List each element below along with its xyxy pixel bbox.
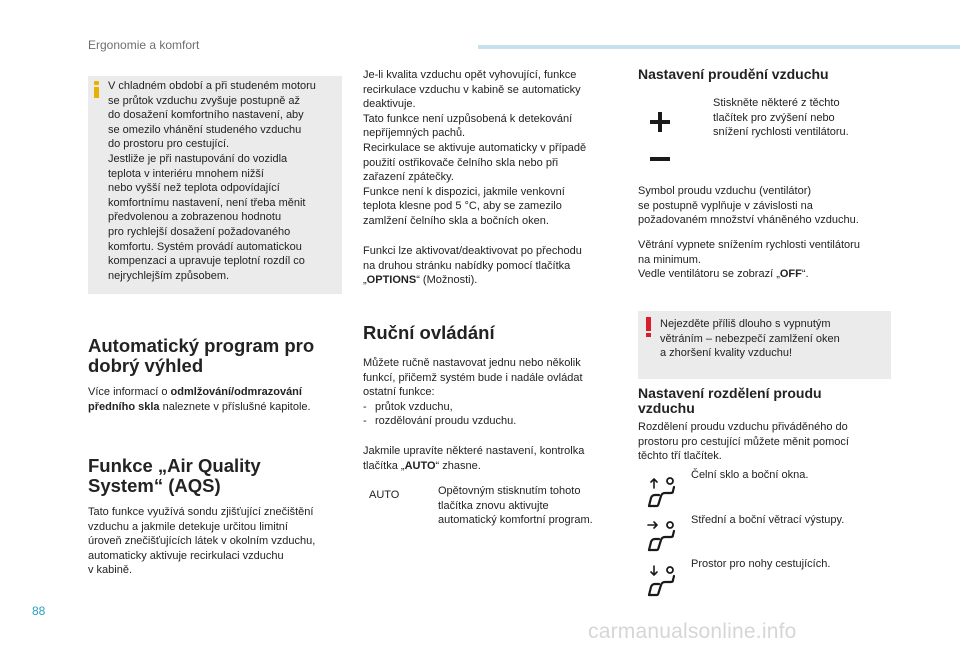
minus-icon: [650, 157, 670, 161]
visibility-paragraph: Více informací o odmlžování/odmrazování předního skla naleznete v příslušné kapitole.: [88, 386, 311, 413]
distribution-option-windscreen: Čelní sklo a boční okna.: [691, 469, 809, 481]
page-number: 88: [32, 604, 46, 618]
info-icon: [94, 81, 99, 97]
heading-manual-control: Ruční ovládání: [363, 322, 495, 343]
windscreen-airflow-icon: [645, 476, 681, 510]
manual-intro: Můžete ručně nastavovat jednu nebo několik funkcí, přičemž systém bude i nadále ovládat ostatní funkce: - průtok vzduchu, - rozdělování proudu vzduchu.: [363, 356, 618, 429]
fan-symbol-paragraph: Symbol proudu vzduchu (ventilátor) se postupně vyplňuje v závislosti na požadovaném množství vháněného vzduchu.: [638, 185, 859, 227]
info-box-text: V chladném období a při studeném motoru se průtok vzduchu zvyšuje postupně až do dosažení komfortního nastavení, aby se omezilo vhánění studeného vzduchu do prostoru pro cestující. Jestliže je při nastupování do vozidla teplota v interiéru mnohem nižší nebo vyšší než teplota odpovídající komfortnímu nastavení, není třeba měnit předvolenou a zobrazenou hodnotu pro rychlejší dosažení požadovaného komfortu. Systém provádí automatickou kompenzaci a upravuje teplotní rozdíl co nejrychlejším způsobem.: [108, 80, 316, 282]
auto-off-paragraph: Jakmile upravíte některé nastavení, kontrolka tlačítka „AUTO“ zhasne.: [363, 445, 585, 472]
airflow-press-text: Stiskněte některé z těchto tlačítek pro zvýšení nebo snížení rychlosti ventilátoru.: [713, 97, 849, 139]
page-header-title: Ergonomie a komfort: [88, 38, 200, 52]
warning-box: [638, 311, 891, 379]
plus-icon: [650, 112, 670, 132]
auto-button-label: AUTO: [369, 489, 400, 501]
warning-text: Nejezděte příliš dlouho s vypnutým větráním – nebezpečí zamlžení oken a zhoršení kvality vzduchu!: [660, 318, 840, 360]
aqs-paragraph: Tato funkce využívá sondu zjišťující znečištění vzduchu a jakmile detekuje určitou limitní úroveň znečišťujících látek v okolním vzduchu, automaticky aktivuje recirkulaci vzduchu v kabině.: [88, 506, 316, 577]
heading-aqs: Funkce „Air Quality System“ (AQS): [88, 455, 261, 496]
distribution-paragraph: Rozdělení proudu vzduchu přiváděného do prostoru pro cestující můžete měnit pomocí těchto tří tlačítek.: [638, 421, 849, 463]
auto-reactivate-text: Opětovným stisknutím tohoto tlačítka znovu aktivujte automatický komfortní program.: [438, 485, 593, 527]
heading-visibility-program: Automatický program pro dobrý výhled: [88, 335, 315, 376]
ventilation-off-paragraph: Větrání vypnete snížením rychlosti ventilátoru na minimum. Vedle ventilátoru se zobrazí „OFF“.: [638, 239, 860, 281]
list-item: - rozdělování proudu vzduchu.: [363, 415, 517, 428]
options-paragraph: Funkci lze aktivovat/deaktivovat po přechodu na druhou stránku nabídky pomocí tlačítka „OPTIONS“ (Možnosti).: [363, 245, 582, 287]
heading-air-distribution: Nastavení rozdělení proudu vzduchu: [638, 385, 822, 416]
warning-icon: [646, 317, 651, 337]
footwell-airflow-icon: [645, 565, 681, 599]
distribution-option-footwell: Prostor pro nohy cestujících.: [691, 558, 831, 570]
watermark: carmanualsonline.info: [588, 620, 797, 643]
heading-airflow: Nastavení proudění vzduchu: [638, 66, 829, 82]
recirculation-paragraph: Je-li kvalita vzduchu opět vyhovující, funkce recirkulace vzduchu v kabině se automaticky deaktivuje. Tato funkce není uzpůsobená k detekování nepříjemných pachů. Recirkulace se aktivuje automaticky v případě použití ostřikovače čelního skla nebo při zařazení zpátečky. Funkce není k dispozici, jakmile venkovní teplota klesne pod 5 °C, aby se zamezilo zamlžení čelního skla a bočních oken.: [363, 69, 587, 227]
center-vents-airflow-icon: [645, 520, 681, 554]
list-item: - průtok vzduchu,: [363, 400, 453, 413]
info-box: [88, 76, 342, 294]
distribution-option-vents: Střední a boční větrací výstupy.: [691, 514, 845, 526]
header-accent-bar: [478, 45, 960, 49]
